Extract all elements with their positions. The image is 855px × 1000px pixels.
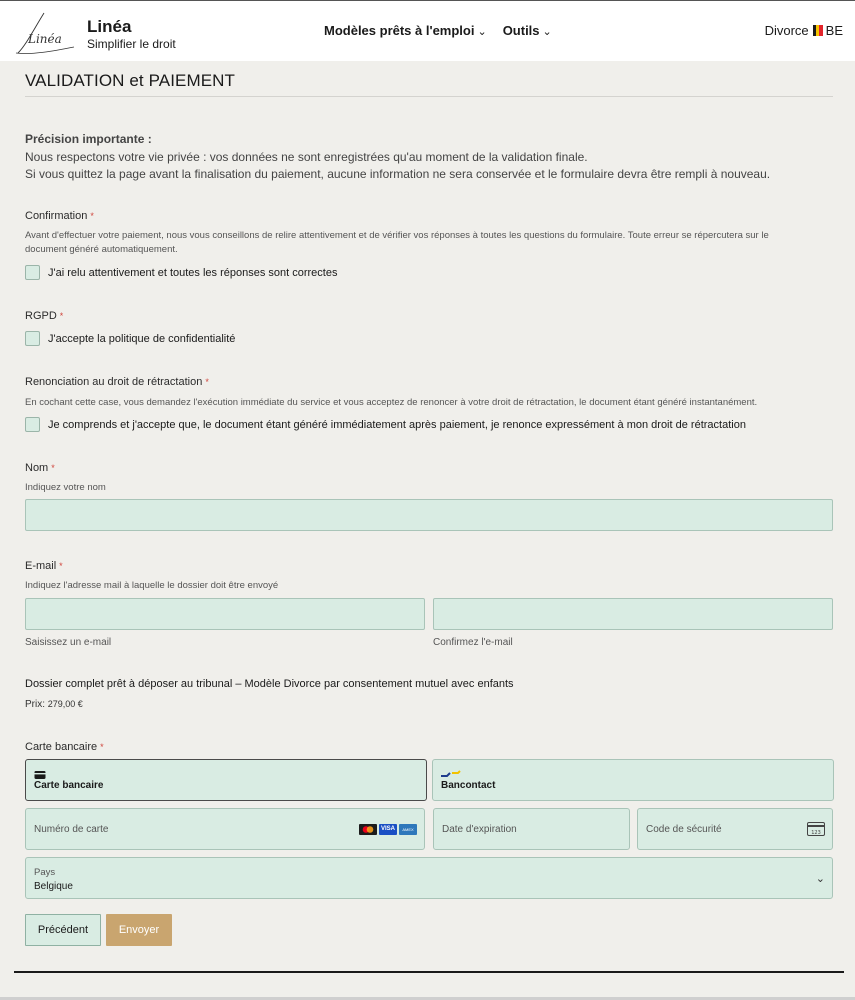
card-brands xyxy=(359,824,417,835)
name-input[interactable] xyxy=(25,499,833,531)
region-label: Divorce xyxy=(764,23,809,38)
payment-method-card-label: Carte bancaire xyxy=(34,780,104,791)
cvc-input[interactable] xyxy=(637,808,833,850)
main-nav xyxy=(324,23,552,38)
confirmation-checkbox-label[interactable]: J'ai relu attentivement et toutes les réponses sont correctes xyxy=(48,266,338,279)
credit-card-icon xyxy=(34,770,46,780)
payment-method-bancontact-label: Bancontact xyxy=(441,780,496,791)
payment-label xyxy=(25,741,104,753)
name-label xyxy=(25,462,55,474)
confirmation-help-line-2: document généré automatiquement. xyxy=(25,244,178,255)
withdrawal-label-text: Renonciation au droit de rétractation xyxy=(25,376,203,388)
notice-line-1: Nous respectons votre vie privée : vos données ne sont enregistrées qu'au moment de la validation finale. xyxy=(25,150,588,164)
bancontact-icon xyxy=(441,770,461,778)
required-mark: * xyxy=(90,211,94,221)
flag-stripe-red xyxy=(819,25,822,36)
confirmation-label xyxy=(25,210,94,222)
withdrawal-checkbox[interactable] xyxy=(25,417,40,432)
amex-icon: AMEX xyxy=(399,824,417,835)
notice-title: Précision importante : xyxy=(25,132,152,146)
expiry-placeholder: Date d'expiration xyxy=(442,824,517,835)
required-mark: * xyxy=(59,561,63,571)
site-header xyxy=(0,1,855,61)
chevron-down-icon: ⌄ xyxy=(477,26,487,38)
price-value: 279,00 € xyxy=(47,699,83,709)
required-mark: * xyxy=(59,311,64,321)
belgium-flag-icon xyxy=(813,25,823,36)
withdrawal-checkbox-row[interactable] xyxy=(25,417,746,432)
cvc-card-icon xyxy=(807,822,825,836)
page-title: VALIDATION et PAIEMENT xyxy=(25,71,236,90)
confirmation-help xyxy=(25,229,833,257)
chevron-down-icon: ⌄ xyxy=(815,873,825,885)
country-select[interactable] xyxy=(25,857,833,899)
payment-method-bancontact[interactable] xyxy=(432,759,834,801)
nav-item-models-label: Modèles prêts à l'emploi xyxy=(324,23,475,38)
email-help: Indiquez l'adresse mail à laquelle le dossier doit être envoyé xyxy=(25,580,279,591)
expiry-input[interactable] xyxy=(433,808,630,850)
title-divider xyxy=(25,96,833,97)
region-selector[interactable] xyxy=(765,23,843,38)
confirmation-checkbox[interactable] xyxy=(25,265,40,280)
rgpd-checkbox[interactable] xyxy=(25,331,40,346)
nav-item-tools-label: Outils xyxy=(502,23,540,38)
confirmation-checkbox-row[interactable] xyxy=(25,265,337,280)
rgpd-label-text: RGPD xyxy=(25,310,57,322)
withdrawal-checkbox-label[interactable]: Je comprends et j'accepte que, le document étant généré immédiatement après paiement, je renonce expressément à mon droit de rétractation xyxy=(48,418,746,431)
confirmation-label-text: Confirmation xyxy=(25,210,88,222)
withdrawal-help: En cochant cette case, vous demandez l'exécution immédiate du service et vous acceptez de renoncer à votre droit de rétractation, le document étant généré instantanément. xyxy=(25,397,758,408)
email-input[interactable] xyxy=(25,598,425,630)
visa-icon: VISA xyxy=(379,824,397,835)
notice-line-2: Si vous quittez la page avant la finalisation du paiement, aucune information ne sera conservée et le formulaire devra être rempli à nouveau. xyxy=(25,167,771,181)
cvc-icon-text: 123 xyxy=(811,830,821,836)
country-select-value: Belgique xyxy=(34,881,73,892)
cvc-placeholder: Code de sécurité xyxy=(646,824,722,835)
brand-tagline: Simplifier le droit xyxy=(87,37,176,51)
product-description: Dossier complet prêt à déposer au tribunal – Modèle Divorce par consentement mutuel avec enfants xyxy=(25,678,514,690)
chevron-down-icon: ⌄ xyxy=(542,26,552,38)
rgpd-checkbox-label[interactable]: J'accepte la politique de confidentialité xyxy=(48,332,236,345)
linea-logo[interactable] xyxy=(14,7,78,57)
email-sublabel: Saisissez un e-mail xyxy=(25,637,112,648)
nav-item-tools[interactable] xyxy=(503,23,552,38)
email-label-text: E-mail xyxy=(25,560,57,572)
submit-button[interactable]: Envoyer xyxy=(106,914,172,946)
price-label: Prix: xyxy=(25,699,45,710)
country-select-label: Pays xyxy=(34,867,56,878)
name-label-text: Nom xyxy=(25,462,49,474)
nav-item-models[interactable] xyxy=(324,23,487,38)
country-code: BE xyxy=(825,23,843,38)
payment-label-text: Carte bancaire xyxy=(25,741,98,753)
required-mark: * xyxy=(51,463,55,473)
email-confirm-input[interactable] xyxy=(433,598,833,630)
footer-divider xyxy=(14,971,844,973)
card-number-input[interactable] xyxy=(25,808,425,850)
card-number-placeholder: Numéro de carte xyxy=(34,824,109,835)
logo-script-text: Linéa xyxy=(28,32,62,46)
email-label xyxy=(25,560,63,572)
rgpd-label xyxy=(25,310,63,322)
rgpd-checkbox-row[interactable] xyxy=(25,331,235,346)
required-mark: * xyxy=(205,377,209,387)
product-price xyxy=(25,699,83,710)
required-mark: * xyxy=(100,742,104,752)
email-confirm-sublabel: Confirmez l'e-mail xyxy=(433,637,513,648)
name-help: Indiquez votre nom xyxy=(25,482,106,493)
payment-method-card[interactable] xyxy=(25,759,427,801)
brand-name[interactable]: Linéa xyxy=(87,17,132,36)
mastercard-icon xyxy=(359,824,377,835)
confirmation-help-line-1: Avant d'effectuer votre paiement, nous vous conseillons de relire attentivement et de vérifier vos réponses à toutes les questions du formulaire. Toute erreur se répercutera sur le xyxy=(25,230,769,241)
withdrawal-label xyxy=(25,376,209,388)
previous-button[interactable]: Précédent xyxy=(25,914,101,946)
